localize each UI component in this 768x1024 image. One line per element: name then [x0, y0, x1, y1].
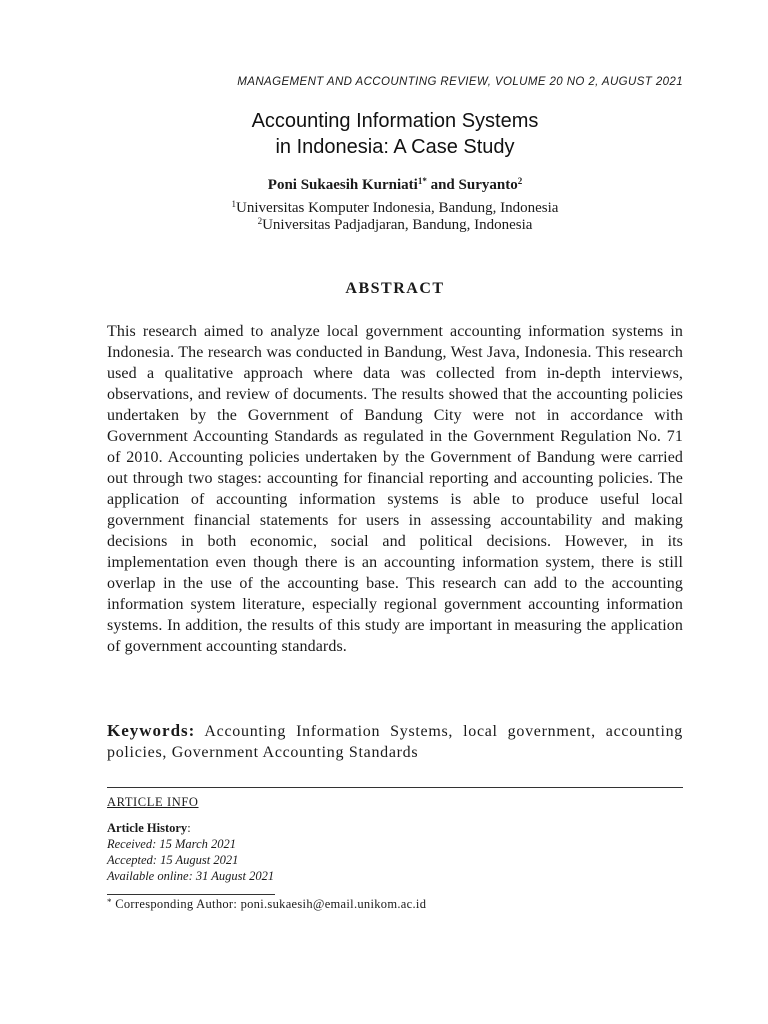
affiliation-2-text: Universitas Padjadjaran, Bandung, Indonesia — [262, 217, 533, 233]
received-date: Received: 15 March 2021 — [107, 837, 236, 851]
author-2: Suryanto — [458, 177, 518, 193]
article-history — [107, 820, 274, 884]
abstract-text: This research aimed to analyze local government accounting information systems in Indonesia. The research was conducted in Bandung, West Java, Indonesia. This research used a qualitative approach where data was collected from in-depth interviews, observations, and review of documents. The results showed that the accounting policies undertaken by the Government of Bandung City were not in accordance with Government Accounting Standards as regulated in the Government Regulation No. 71 of 2010. Accounting policies undertaken by the Government of Bandung were carried out through two stages: accounting for financial reporting and accounting policies. The application of accounting information systems is able to produce useful local government financial statements for users in assessing accountability and making decisions in both economic, social and political decisions. However, in its implementation even though there is an accounting information system, there is still overlap in the use of the accounting base. This research can add to the accounting information system literature, especially regional government accounting information systems. In addition, the results of this study are important in measuring the application of government accounting standards. — [107, 323, 683, 655]
article-info-heading: ARTICLE INFO — [107, 795, 199, 809]
keywords-text: Accounting Information Systems, local government, accounting policies, Government Accounting Standards — [107, 723, 683, 761]
corresponding-author-footnote — [107, 897, 426, 912]
affiliation-1-mark: 1 — [231, 199, 237, 209]
affiliation-2 — [107, 217, 683, 234]
abstract-heading: ABSTRACT — [345, 280, 445, 297]
title-line-2: in Indonesia: A Case Study — [275, 136, 515, 158]
author-connector: and — [426, 177, 459, 193]
footnote-mark: * — [107, 897, 112, 907]
affiliations — [107, 200, 683, 234]
section-divider — [107, 787, 683, 788]
affiliation-1-text: Universitas Komputer Indonesia, Bandung, Indonesia — [236, 200, 559, 216]
author-list — [107, 177, 683, 194]
corresponding-author-text: Corresponding Author: poni.sukaesih@email.unikom.ac.id — [111, 897, 427, 911]
paper-title — [107, 108, 683, 160]
author-1-mark: 1* — [417, 176, 427, 186]
author-1: Poni Sukaesih Kurniati — [267, 177, 418, 193]
available-online-date: Available online: 31 August 2021 — [107, 869, 275, 883]
author-2-mark: 2 — [517, 176, 523, 186]
journal-header: MANAGEMENT AND ACCOUNTING REVIEW, VOLUME 20 NO 2, AUGUST 2021 — [237, 76, 683, 88]
footnote-divider — [107, 894, 275, 895]
affiliation-1 — [107, 200, 683, 217]
keywords-label: Keywords: — [107, 721, 196, 740]
accepted-date: Accepted: 15 August 2021 — [107, 853, 239, 867]
keywords — [107, 720, 683, 763]
article-history-label: Article History — [107, 821, 188, 835]
affiliation-2-mark: 2 — [257, 216, 263, 226]
title-line-1: Accounting Information Systems — [251, 110, 539, 132]
article-history-colon: : — [187, 821, 191, 835]
